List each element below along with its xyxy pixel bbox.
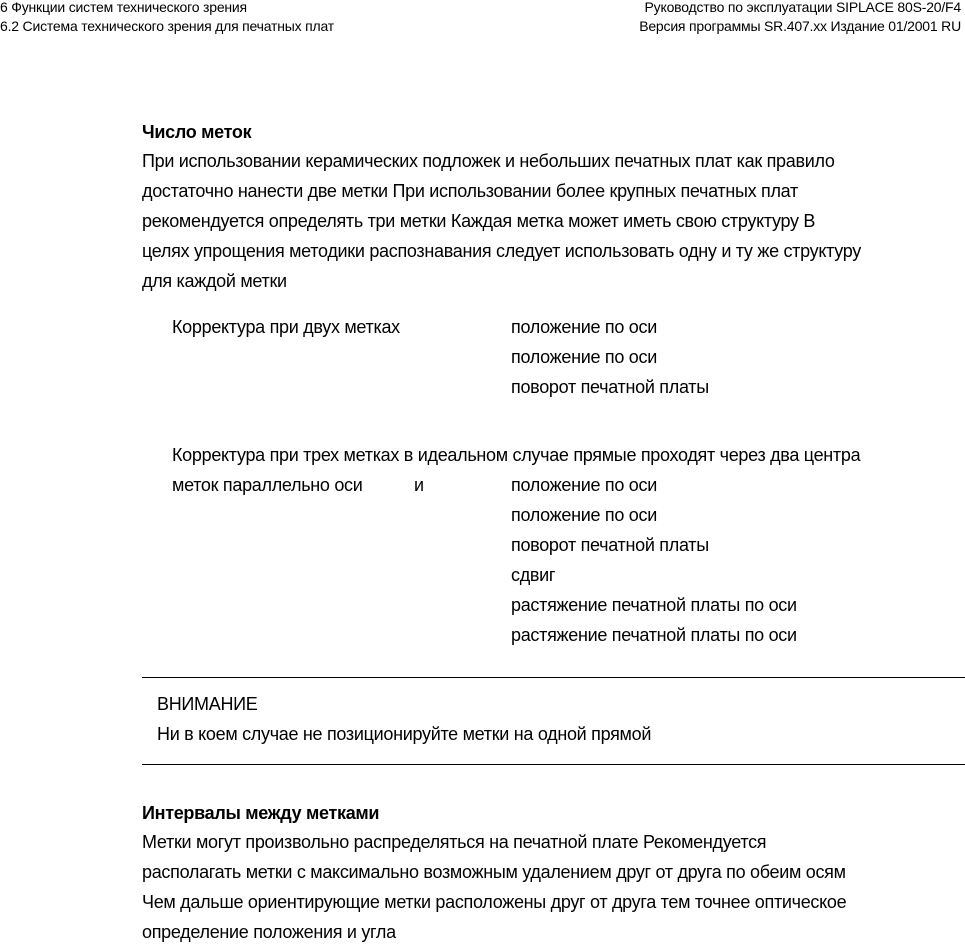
paragraph-line: рекомендуется определять три метки Каждая метка может иметь свою структуру В xyxy=(142,211,816,231)
correction-three-row xyxy=(172,560,965,590)
correction-value: положение по оси xyxy=(511,317,657,337)
notice-text: Ни в коем случае не позиционируйте метки на одной прямой xyxy=(157,724,652,744)
intervals-section xyxy=(142,799,965,947)
paragraph-line: Метки могут произвольно распределяться на печатной плате Рекомендуется xyxy=(142,832,767,852)
correction-three-row xyxy=(172,440,965,470)
marks-count-paragraph xyxy=(142,146,965,296)
marks-count-heading: Число меток xyxy=(142,122,252,142)
correction-two-row xyxy=(172,372,965,402)
version-edition: Версия программы SR.407.xx Издание 01/2001 RU xyxy=(639,18,961,34)
correction-three-intro: Корректура при трех метках в идеальном случае прямые проходят через два центра xyxy=(172,445,861,465)
notice-title: ВНИМАНИЕ xyxy=(157,694,258,714)
correction-two-label: Корректура при двух метках xyxy=(172,317,400,337)
manual-title: Руководство по эксплуатации SIPLACE 80S-20/F4 xyxy=(644,0,961,15)
paragraph-line: При использовании керамических подложек и небольших печатных плат как правило xyxy=(142,151,835,171)
correction-three-row xyxy=(172,590,965,620)
paragraph-line: Чем дальше ориентирующие метки расположены друг от друга тем точнее оптическое xyxy=(142,892,847,912)
correction-list xyxy=(172,312,965,650)
correction-three-conjunction: и xyxy=(414,475,424,495)
correction-value: растяжение печатной платы по оси xyxy=(511,595,797,615)
main-content xyxy=(142,118,965,650)
paragraph-line: определение положения и угла xyxy=(142,922,396,942)
paragraph-line: располагать метки с максимально возможным удалением друг от друга по обеим осям xyxy=(142,862,846,882)
intervals-paragraph xyxy=(142,827,965,947)
correction-two-row xyxy=(172,312,965,342)
attention-notice xyxy=(142,677,965,765)
correction-three-row xyxy=(172,620,965,650)
section-title: 6.2 Система технического зрения для печатных плат xyxy=(0,18,334,34)
chapter-title: 6 Функции систем технического зрения xyxy=(0,0,247,15)
correction-three-row xyxy=(172,500,965,530)
page-header-left xyxy=(0,0,334,36)
paragraph-line: достаточно нанести две метки При использовании более крупных печатных плат xyxy=(142,181,798,201)
intervals-heading: Интервалы между метками xyxy=(142,803,380,823)
correction-value: положение по оси xyxy=(511,347,657,367)
correction-value: положение по оси xyxy=(511,505,657,525)
paragraph-line: для каждой метки xyxy=(142,271,287,291)
correction-two-row xyxy=(172,342,965,372)
paragraph-line: целях упрощения методики распознавания следует использовать одну и ту же структуру xyxy=(142,241,861,261)
correction-value: сдвиг xyxy=(511,565,556,585)
correction-value: положение по оси xyxy=(511,475,657,495)
correction-value: поворот печатной платы xyxy=(511,535,709,555)
page-header-right xyxy=(639,0,961,36)
correction-three-row xyxy=(172,530,965,560)
correction-value: растяжение печатной платы по оси xyxy=(511,625,797,645)
correction-value: поворот печатной платы xyxy=(511,377,709,397)
correction-three-row xyxy=(172,470,965,500)
correction-three-label: меток параллельно оси xyxy=(172,475,363,495)
